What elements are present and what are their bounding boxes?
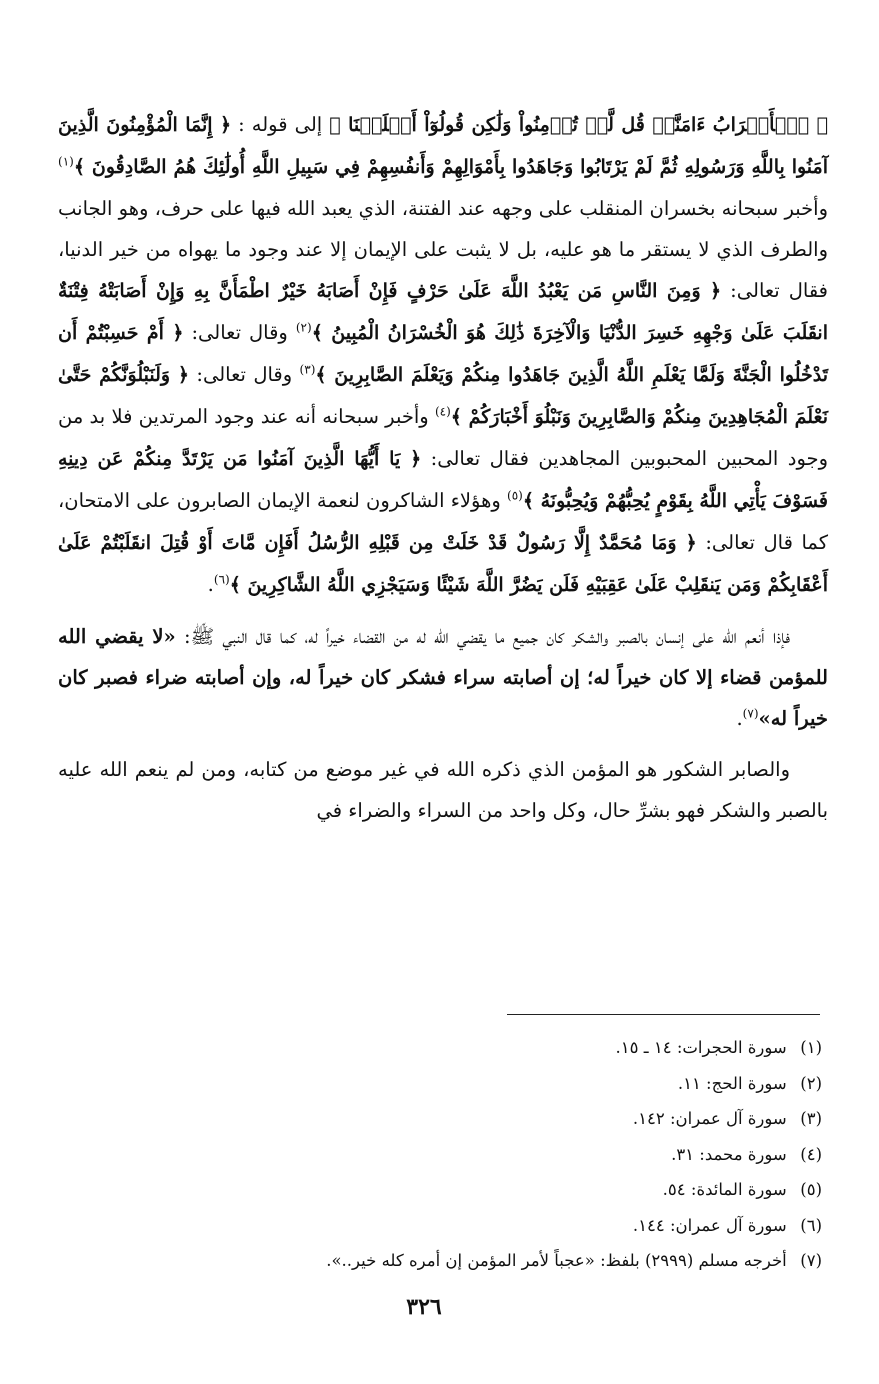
footnote-number: (٣) (800, 1109, 822, 1128)
quran-verse: ﴿ وَلَنَبْلُوَنَّكُمْ حَتَّىٰ نَعْلَمَ الْمُجَاهِدِينَ مِنكُمْ وَالصَّابِرِينَ وَنَبْلُوَ أَخْبَارَكُمْ ﴾ (58, 364, 828, 428)
footnote-ref: (٤) (434, 404, 451, 419)
footnote-item (160, 1208, 822, 1244)
footnote-number: (٤) (800, 1144, 822, 1164)
text-run: . (736, 707, 743, 730)
footnote-item (160, 1172, 822, 1208)
footnote-text: سورة المائدة: ٥٤. (662, 1180, 787, 1199)
footnote-text: أخرجه مسلم (٢٩٩٩) بلفظ: «عجباً لأمر المؤمن إن أمره كله خير..». (326, 1251, 787, 1270)
footnote-item (160, 1137, 822, 1173)
footnote-ref: (٥) (507, 488, 523, 503)
footnote-ref: (٦) (213, 572, 230, 587)
text-run: وهؤلاء الشاكرون لنعمة الإيمان الصابرون على الامتحان، كما قال تعالى: (58, 489, 828, 554)
footnote-text: سورة الحجرات: ١٤ ـ ١٥. (615, 1038, 787, 1057)
hadith-quote: «لا يقضي الله للمؤمن قضاء إلا كان خيراً له؛ إن أصابته سراء فشكر كان خيراً له، وإن أصابته ضراء فصبر كان خيراً له» (58, 625, 828, 730)
footnote-number: (٧) (800, 1251, 822, 1270)
footnote-item (160, 1066, 822, 1102)
footnote-item (160, 1030, 822, 1066)
quran-verse: ﴿ وَمِنَ النَّاسِ مَن يَعْبُدُ اللَّهَ عَلَىٰ حَرْفٍ فَإِنْ أَصَابَهُ خَيْرٌ اطْمَأَنَّ بِهِ وَإِنْ أَصَابَتْهُ فِتْنَةٌ انقَلَبَ عَلَىٰ وَجْهِهِ خَسِرَ الدُّنْيَا وَالْآخِرَةَ ذَٰلِكَ هُوَ الْخُسْرَانُ الْمُبِينُ ﴾ (58, 280, 828, 344)
footnote-number: (١) (800, 1038, 822, 1057)
quran-verse: ﴿ وَمَا مُحَمَّدٌ إِلَّا رَسُولٌ قَدْ خَلَتْ مِن قَبْلِهِ الرُّسُلُ أَفَإِن مَّاتَ أَوْ قُتِلَ انقَلَبْتُمْ عَلَىٰ أَعْقَابِكُمْ وَمَن يَنقَلِبْ عَلَىٰ عَقِبَيْهِ فَلَن يَضُرَّ اللَّهَ شَيْئًا وَسَيَجْزِي اللَّهُ الشَّاكِرِينَ ﴾ (58, 532, 828, 596)
footnote-text: سورة الحج: ١١. (677, 1073, 787, 1093)
text-run: والصابر الشكور هو المؤمن الذي ذكره الله في غير موضع من كتابه، ومن لم ينعم الله عليه بالصبر والشكر فهو بشرِّ حال، وكل واحد من السراء والضراء في (58, 758, 828, 822)
text-run: وأخبر سبحانه بخسران المنقلب على وجهه عند الفتنة، الذي يعبد الله فيها على حرف، وهو الجانب والطرف الذي لا يستقر ما هو عليه، بل لا يثبت على الإيمان إلا عند وجود ما يهواه من خير الدنيا، فقال تعالى: (58, 197, 829, 302)
page-number: ٣٢٦ (406, 1294, 442, 1320)
footnote-text: سورة آل عمران: ١٤٢. (632, 1109, 787, 1128)
footnote-ref: (١) (58, 154, 74, 169)
quran-verse: ﴿ إِنَّمَا الْمُؤْمِنُونَ الَّذِينَ آمَنُوا بِاللَّهِ وَرَسُولِهِ ثُمَّ لَمْ يَرْتَابُوا وَجَاهَدُوا بِأَمْوَالِهِمْ وَأَنفُسِهِمْ فِي سَبِيلِ اللَّهِ أُولَٰئِكَ هُمُ الصَّادِقُونَ ﴾ (58, 114, 828, 178)
paragraph-3 (58, 749, 828, 831)
footnote-item (160, 1243, 822, 1279)
footnote-number: (٥) (800, 1180, 822, 1199)
text-run: فإذا أنعم الله على إنسان بالصبر والشكر كان جميع ما يقضي الله له من القضاء خيراً له، كما قال النبي ﷺ: (175, 625, 790, 648)
footnote-item (160, 1101, 822, 1137)
main-text (58, 104, 828, 831)
footnote-ref: (٧) (742, 706, 759, 721)
text-run: وقال تعالى: (183, 321, 296, 344)
footnotes (160, 1030, 822, 1279)
text-run: . (207, 573, 214, 596)
quran-verse: ﴿ أَمْ حَسِبْتُمْ أَن تَدْخُلُوا الْجَنَّةَ وَلَمَّا يَعْلَمِ اللَّهُ الَّذِينَ جَاهَدُوا مِنكُمْ وَيَعْلَمَ الصَّابِرِينَ ﴾ (58, 322, 829, 386)
quran-verse: ﴿ ٱلۡأَعۡرَابُ ءَامَنَّاۖ قُل لَّمۡ تُؤۡمِنُواْ وَلَٰكِن قُولُوٓاْ أَسۡلَمۡنَا ﴾ (329, 114, 828, 136)
footnote-ref: (٣) (299, 362, 316, 377)
text-run: إلى قوله : (231, 113, 323, 136)
paragraph-2 (58, 616, 828, 739)
footnote-number: (٦) (800, 1215, 822, 1235)
text-run: وقال تعالى: (189, 363, 300, 386)
quran-verse: ﴿ يَا أَيُّهَا الَّذِينَ آمَنُوا مَن يَرْتَدَّ مِنكُمْ عَن دِينِهِ فَسَوْفَ يَأْتِي اللَّهُ بِقَوْمٍ يُحِبُّهُمْ وَيُحِبُّونَهُ ﴾ (58, 448, 828, 512)
footnote-text: سورة آل عمران: ١٤٤. (632, 1215, 787, 1235)
footnote-separator (507, 1014, 820, 1015)
footnote-ref: (٢) (295, 320, 312, 335)
paragraph-1 (58, 104, 828, 606)
text-run: وأخبر سبحانه أنه عند وجود المرتدين فلا بد من وجود المحبين المحبوبين المجاهدين فقال تعالى: (58, 405, 829, 470)
footnote-number: (٢) (800, 1073, 822, 1093)
footnote-text: سورة محمد: ٣١. (671, 1144, 787, 1164)
